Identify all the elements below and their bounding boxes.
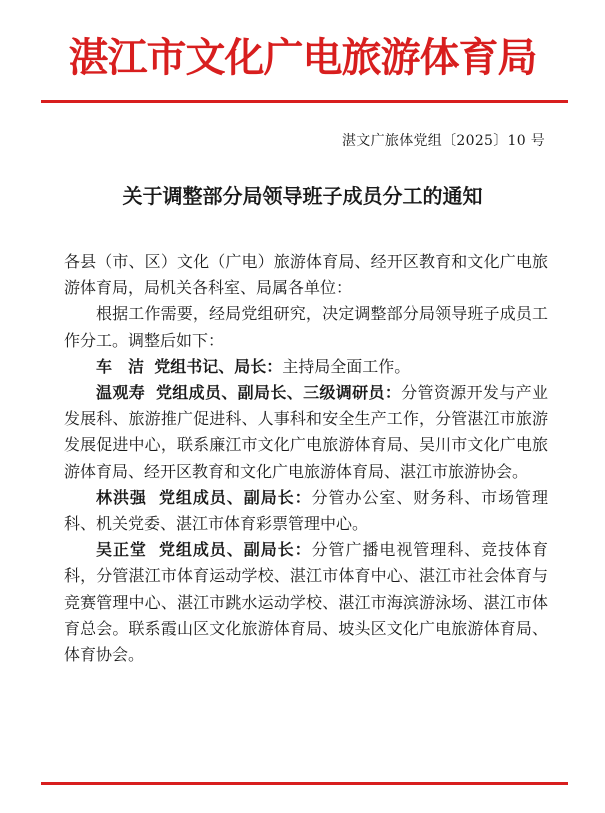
official-position: 党组成员、副局长、三级调研员： xyxy=(155,383,402,403)
recipients-paragraph: 各县（市、区）文化（广电）旅游体育局、经开区教育和文化广电旅游体育局，局机关各科室、局属各单位： xyxy=(64,252,548,298)
official-name: 吴正堂 xyxy=(96,540,147,560)
document-title: 关于调整部分局领导班子成员分工的通知 xyxy=(122,184,483,208)
issuing-authority-header: 湛江市文化广电旅游体育局 xyxy=(68,35,537,81)
official-name: 车 洁 xyxy=(96,356,145,376)
document-number: 湛文广旅体党组〔2025〕10 号 xyxy=(342,133,545,149)
assignment-paragraph xyxy=(64,354,548,380)
official-position: 党组成员、副局长： xyxy=(158,540,312,560)
official-name: 林洪强 xyxy=(96,487,147,507)
official-name: 温观寿 xyxy=(96,383,146,403)
assignment-paragraph xyxy=(64,537,548,668)
official-duties: 分管广播电视管理科、竞技体育科，分管湛江市体育运动学校、湛江市体育中心、湛江市社会体育与竞赛管理中心、湛江市跳水运动学校、湛江市海滨游泳场、湛江市体育总会。联系霞山区文化旅游体育局、坡头区文化广电旅游体育局、体育协会。 xyxy=(64,540,548,665)
official-duties: 主持局全面工作。 xyxy=(282,356,411,376)
intro-paragraph: 根据工作需要，经局党组研究，决定调整部分局领导班子成员工作分工。调整后如下： xyxy=(64,304,548,350)
document-body xyxy=(64,249,548,668)
assignment-paragraph xyxy=(64,485,548,537)
assignment-paragraph xyxy=(64,380,548,485)
official-position: 党组成员、副局长： xyxy=(158,487,312,507)
header-divider xyxy=(41,100,568,103)
official-duties: 分管资源开发与产业发展科、旅游推广促进科、人事科和安全生产工作，分管湛江市旅游发展促进中心，联系廉江市文化广电旅游体育局、吴川市文化广电旅游体育局、经开区教育和文化广电旅游体育局、湛江市旅游协会。 xyxy=(64,383,548,481)
footer-divider xyxy=(41,782,568,785)
official-position: 党组书记、局长： xyxy=(154,356,283,376)
official-duties: 分管办公室、财务科、市场管理科、机关党委、湛江市体育彩票管理中心。 xyxy=(64,487,548,534)
